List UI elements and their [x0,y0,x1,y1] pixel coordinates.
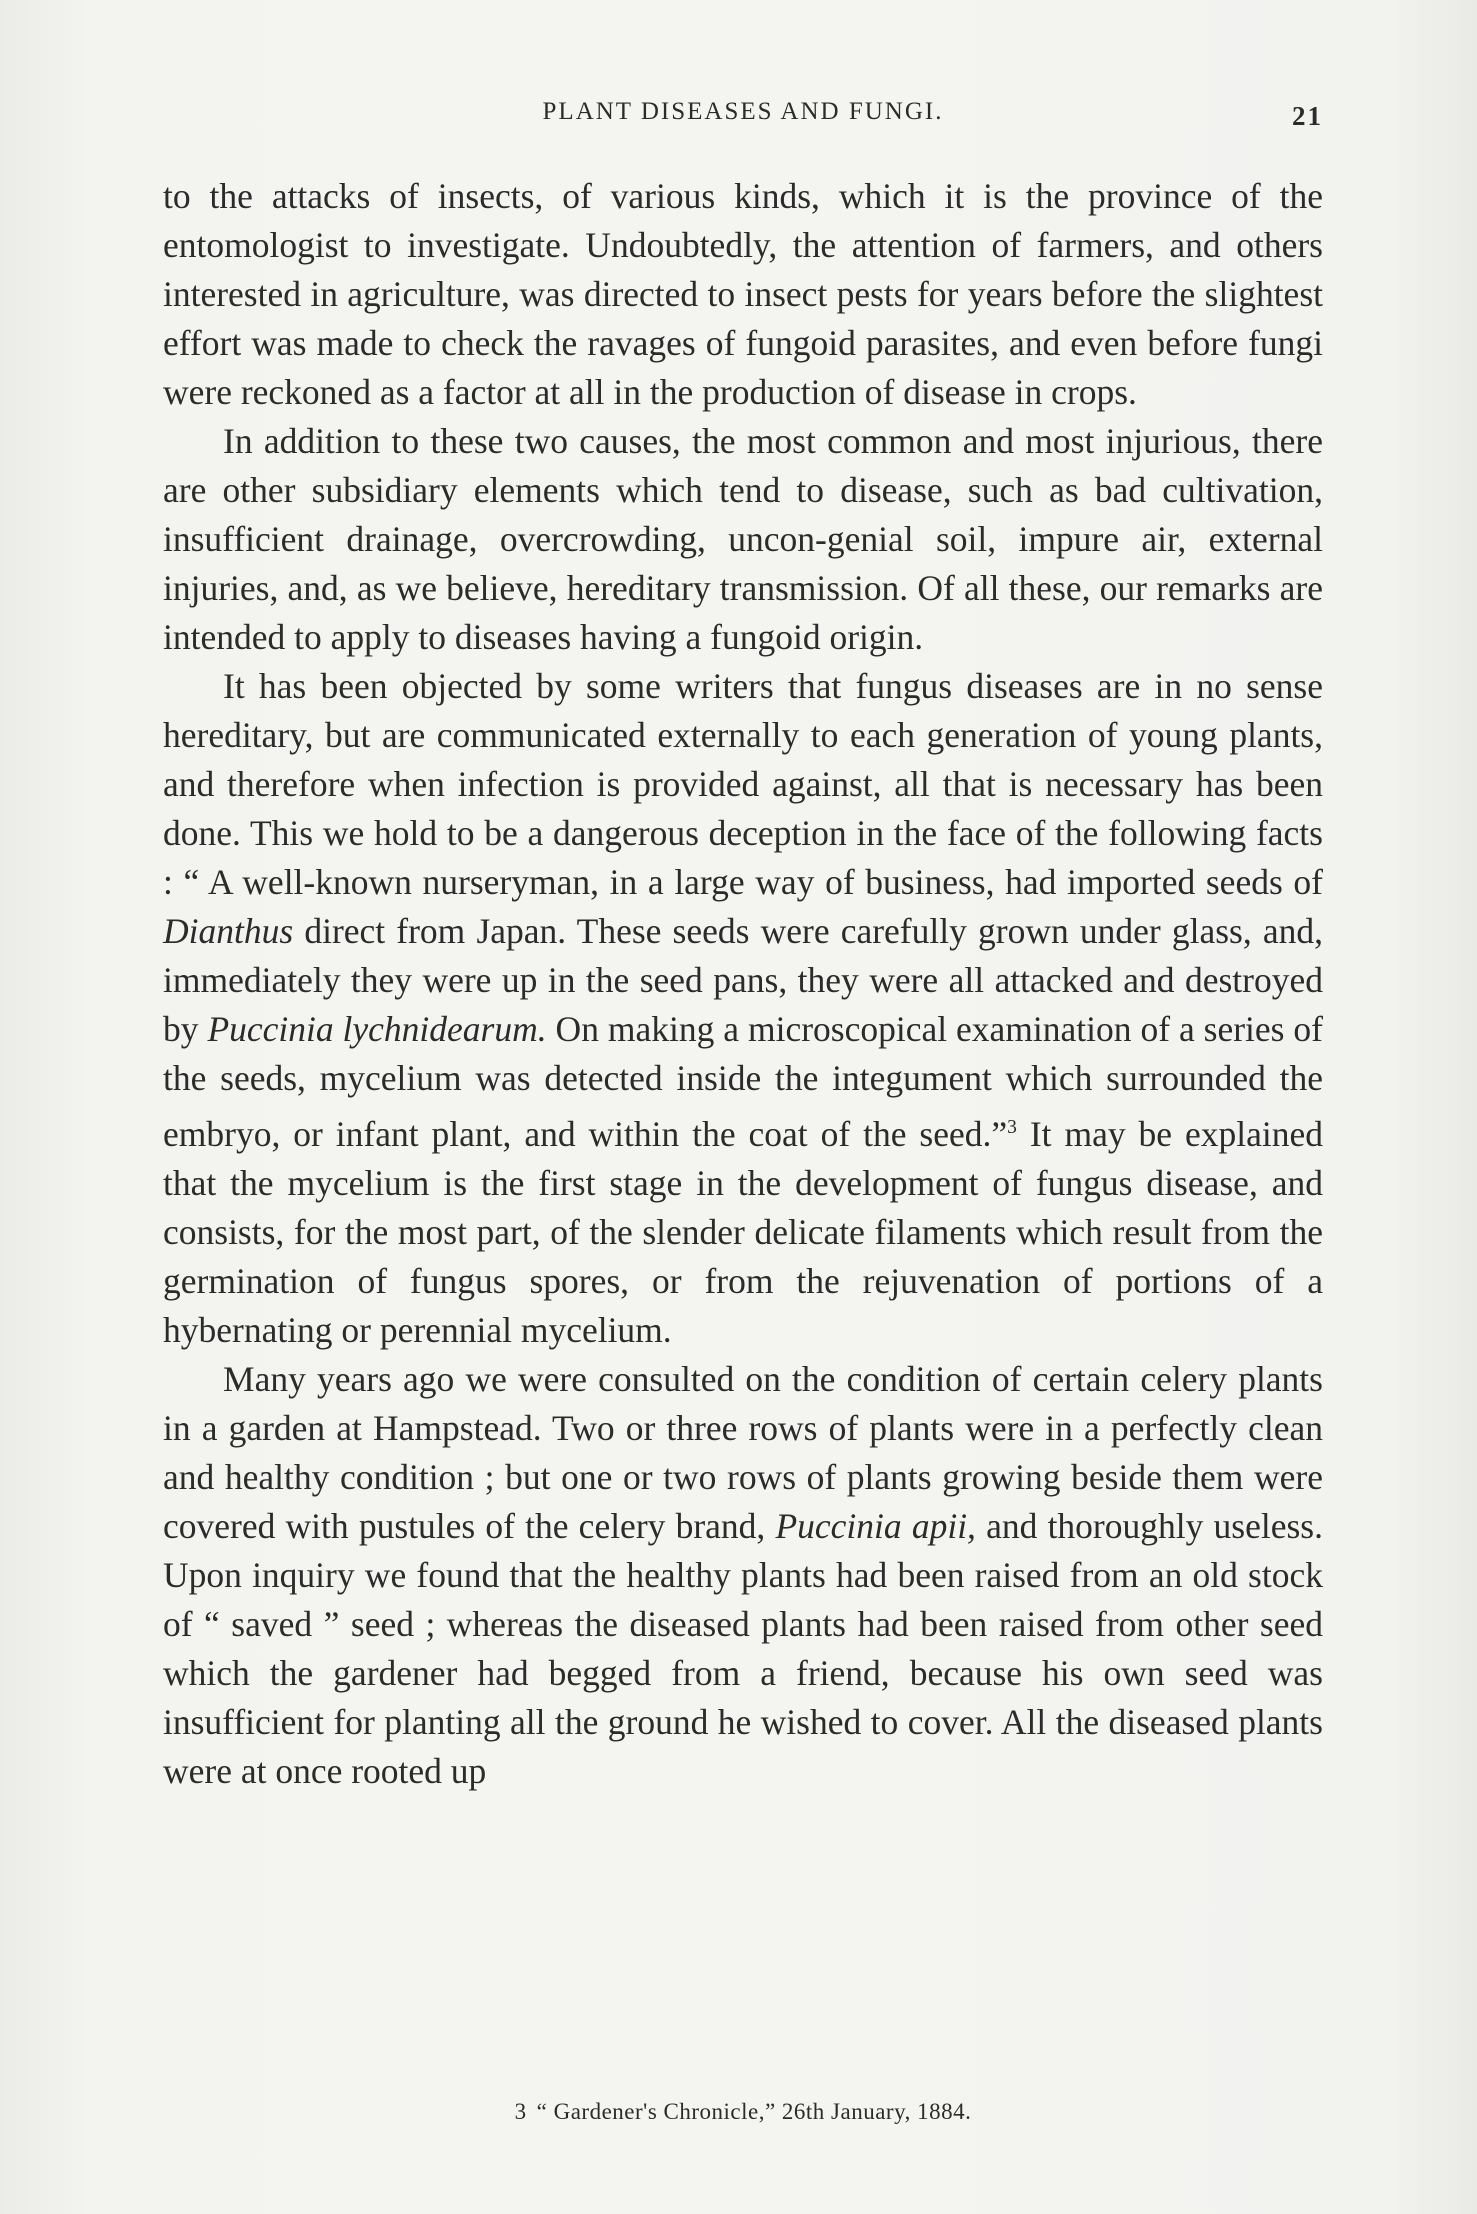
footnote-marker: 3 [514,2099,527,2124]
paragraph [163,662,1323,1355]
body-text [163,172,1323,1796]
footnote-reference: 3 [1007,1117,1017,1138]
footnote-text: “ Gardener's Chronicle,” 26th January, 1884. [536,2099,972,2124]
footnote [163,2094,1323,2130]
running-title: PLANT DISEASES AND FUNGI. [542,98,944,125]
italic-text: Puccinia apii, [775,1505,976,1546]
running-head [163,92,1323,132]
paragraph-text: It has been objected by some writers that fungus diseases are in no sense hereditary, but are communicated externally to each generation of young plants, and therefore when infection is provided against, all that is necessary has been done. This we hold to be a dangerous deception in the face of the following facts : “ A well-known nurseryman, in a large way of business, had imported seeds of [163,666,1323,902]
paragraph-text: and thoroughly useless. Upon inquiry we found that the healthy plants had been raised from an old stock of “ saved ” seed ; whereas the diseased plants had been raised from other seed which the gardener had begged from a friend, because his own seed was insufficient for planting all the ground he wished to cover. All the diseased plants were at once rooted up [163,1505,1323,1791]
paragraph [163,172,1323,417]
paragraph-text: In addition to these two causes, the most common and most injurious, there are other subsidiary elements which tend to disease, such as bad cultivation, insufficient drainage, overcrowding, uncon-genial soil, impure air, external injuries, and, as we believe, hereditary transmission. Of all these, our remarks are intended to apply to diseases having a fungoid origin. [163,421,1323,657]
italic-text: Puccinia lychnidearum. [207,1009,547,1049]
paragraph [163,1355,1323,1796]
paragraph-text: direct from Japan. These seeds were carefully grown under glass, and, immediately they were up in the seed pans, they were all attacked and destroyed by [163,911,1323,1049]
page-number: 21 [1292,101,1323,131]
italic-text: Dianthus [163,911,294,951]
paragraph-text: On making a microscopical examination of a series of the seeds, mycelium was detected inside the integument which surrounded the embryo, or infant plant, and within the coat of the seed.” [163,1009,1323,1154]
paragraph-text: Many years ago we were consulted on the condition of certain celery plants in a garden at Hampstead. Two or three rows of plants were in a perfectly clean and healthy condition ; but one or two rows of plants growing beside them were covered with pustules of the celery brand, [163,1358,1323,1546]
paragraph [163,417,1323,662]
paragraph-text: to the attacks of insects, of various kinds, which it is the province of the entomologist to investigate. Undoubtedly, the attention of farmers, and others interested in agriculture, was directed to insect pests for years before the slightest effort was made to check the ravages of fungoid parasites, and even before fungi were reckoned as a factor at all in the production of disease in crops. [163,176,1323,412]
paragraph-text: It may be explained that the mycelium is the first stage in the development of fungus disease, and consists, for the most part, of the slender delicate filaments which result from the germination of fungus spores, or from the rejuvenation of portions of a hybernating or perennial mycelium. [163,1113,1323,1350]
